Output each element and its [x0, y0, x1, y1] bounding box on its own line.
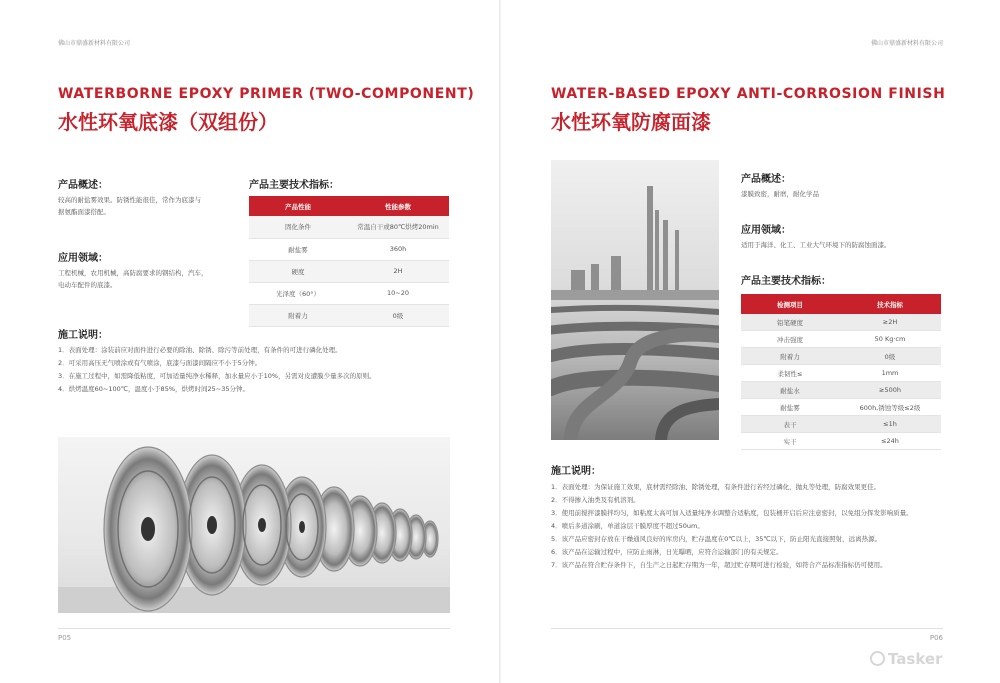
alloy-wheels-photo — [58, 437, 450, 613]
spec-cell: 1mm — [839, 365, 941, 382]
application-text — [58, 267, 208, 291]
product-title-cn: 水性环氧底漆（双组份） — [58, 110, 278, 134]
spec-cell: ≤24h — [839, 433, 941, 450]
spec-cell: 实干 — [741, 433, 839, 450]
construction-step: 2．不得掺入油类及有机溶剂。 — [551, 496, 640, 504]
spec-cell: 冲击强度 — [741, 331, 839, 348]
table-row — [741, 382, 941, 399]
table-row — [741, 331, 941, 348]
overview-text — [58, 194, 201, 218]
application-line: 电动车配件的底漆。 — [58, 281, 117, 289]
construction-step: 1．表面处理：涂装前应对面件进行必要的除油、除锈、除污等前处理，有条件的可进行磷化处理。 — [58, 346, 342, 354]
spec-cell: 耐盐雾 — [741, 399, 839, 416]
overview-line: 据氨酯面漆搭配。 — [58, 208, 110, 216]
spec-cell: 固化条件 — [249, 216, 347, 238]
product-title-en: WATERBORNE EPOXY PRIMER (TWO-COMPONENT) — [58, 86, 475, 102]
spec-cell: 0级 — [347, 304, 449, 326]
table-row — [249, 216, 449, 238]
spec-cell: 硬度 — [249, 260, 347, 282]
watermark: Tasker — [888, 650, 943, 668]
spec-cell: 600h,锈蚀等级≤2级 — [839, 399, 941, 416]
table-row — [249, 304, 449, 326]
spec-col-header: 性能参数 — [347, 196, 449, 216]
spec-cell: 光泽度（60°） — [249, 282, 347, 304]
construction-step: 1．表面处理：为保证施工效果，底材需经除油、除锈处理，有条件进行若经过磷化，抛丸等处理，防腐效果更佳。 — [551, 483, 881, 491]
spec-heading: 产品主要技术指标： — [741, 276, 831, 287]
spec-col-header: 技术指标 — [839, 294, 941, 314]
construction-step: 7．该产品在符合贮存条件下，自生产之日起贮存期为一年，超过贮存期可进行检验，如符合产品标准指标仍可使用。 — [551, 561, 887, 569]
table-row — [249, 282, 449, 304]
spec-cell: 耐盐雾 — [249, 238, 347, 260]
table-row — [741, 314, 941, 331]
overview-heading: 产品概述： — [741, 174, 791, 185]
product-title-cn: 水性环氧防腐面漆 — [551, 110, 711, 134]
spec-cell: 2H — [347, 260, 449, 282]
overview-text — [741, 188, 819, 200]
construction-step: 6．该产品在运输过程中，应防止雨淋，日光曝晒，应符合运输部门的有关规定。 — [551, 548, 783, 556]
construction-steps — [551, 481, 913, 572]
product-title-en: WATER-BASED EPOXY ANTI-CORROSION FINISH — [551, 86, 946, 102]
overview-line: 漆膜致密，耐磨，耐化学品 — [741, 190, 819, 198]
spec-cell: 常温自干或80℃烘烤20min — [347, 216, 449, 238]
company-name: 佛山市鼎盛新材料有限公司 — [58, 40, 131, 47]
spec-cell: ≥500h — [839, 382, 941, 399]
application-text — [741, 239, 891, 251]
tasker-logo-icon — [870, 651, 885, 666]
spec-cell: 柔韧性≤ — [741, 365, 839, 382]
spec-cell: 耐盐水 — [741, 382, 839, 399]
chemical-plant-illustration — [551, 160, 719, 440]
application-line: 适用于海洋、化工、工业大气环境下的防腐蚀面漆。 — [741, 241, 891, 249]
company-name: 佛山市鼎盛新材料有限公司 — [870, 40, 943, 47]
construction-steps — [58, 344, 376, 396]
spec-cell: 铅笔硬度 — [741, 314, 839, 331]
construction-step: 4．喷后多道涂刷，单道涂层干膜厚度不超过50um。 — [551, 522, 704, 530]
construction-step: 2．可采用高压无气喷涂或有气喷涂，底漆与面漆间隔应不小于5分钟。 — [58, 359, 262, 367]
application-heading: 应用领域： — [58, 253, 108, 264]
spec-cell: ≥2H — [839, 314, 941, 331]
alloy-wheels-illustration — [58, 437, 450, 613]
construction-heading: 施工说明： — [58, 330, 108, 341]
footer-divider — [58, 628, 450, 629]
spec-cell: 360h — [347, 238, 449, 260]
page-number: P06 — [929, 634, 943, 642]
table-row — [741, 365, 941, 382]
spec-cell: 附着力 — [741, 348, 839, 365]
construction-step: 5．该产品应密封存放在干燥通风良好的库房内，贮存温度在0℃以上，35℃以下，防止阳光直接照射，远离热源。 — [551, 535, 882, 543]
table-row — [741, 348, 941, 365]
table-row — [741, 433, 941, 450]
construction-step: 4．烘烤温度60~100℃，温度小于85%，烘烤时间25~35分钟。 — [58, 385, 249, 393]
spec-table — [741, 294, 941, 450]
overview-heading: 产品概述： — [58, 180, 108, 191]
spec-cell: 表干 — [741, 416, 839, 433]
application-heading: 应用领域： — [741, 225, 791, 236]
spec-col-header: 产品性能 — [249, 196, 347, 216]
table-row — [741, 399, 941, 416]
construction-heading: 施工说明： — [551, 466, 601, 477]
spec-cell: 附着力 — [249, 304, 347, 326]
footer-divider — [551, 628, 943, 629]
spec-cell: 50 Kg·cm — [839, 331, 941, 348]
spec-cell: ≤1h — [839, 416, 941, 433]
table-row — [249, 260, 449, 282]
application-line: 工程机械，农用机械，高防腐要求的钢结构，汽车， — [58, 269, 208, 277]
construction-step: 3．使用前搅拌漆膜拌均匀，如粘度太高可加入适量纯净水调整合适粘度，包装桶开启后应注意密封，以免组分挥发影响质量。 — [551, 509, 913, 517]
spec-table — [249, 196, 449, 327]
overview-line: 较高的耐盐雾效果。防锈性能很佳，常作为底漆与 — [58, 196, 201, 204]
spec-col-header: 检测项目 — [741, 294, 839, 314]
construction-step: 3．在施工过程中，如需降低粘度，可加适量纯净水稀释，加水量应小于10%，另需对皮遭膜少量多次的原则。 — [58, 372, 376, 380]
spec-cell: 0级 — [839, 348, 941, 365]
table-row — [249, 238, 449, 260]
chemical-plant-photo — [551, 160, 719, 440]
spec-cell: 10~20 — [347, 282, 449, 304]
table-row — [741, 416, 941, 433]
page-number: P05 — [58, 634, 72, 642]
spec-heading: 产品主要技术指标： — [249, 180, 339, 191]
